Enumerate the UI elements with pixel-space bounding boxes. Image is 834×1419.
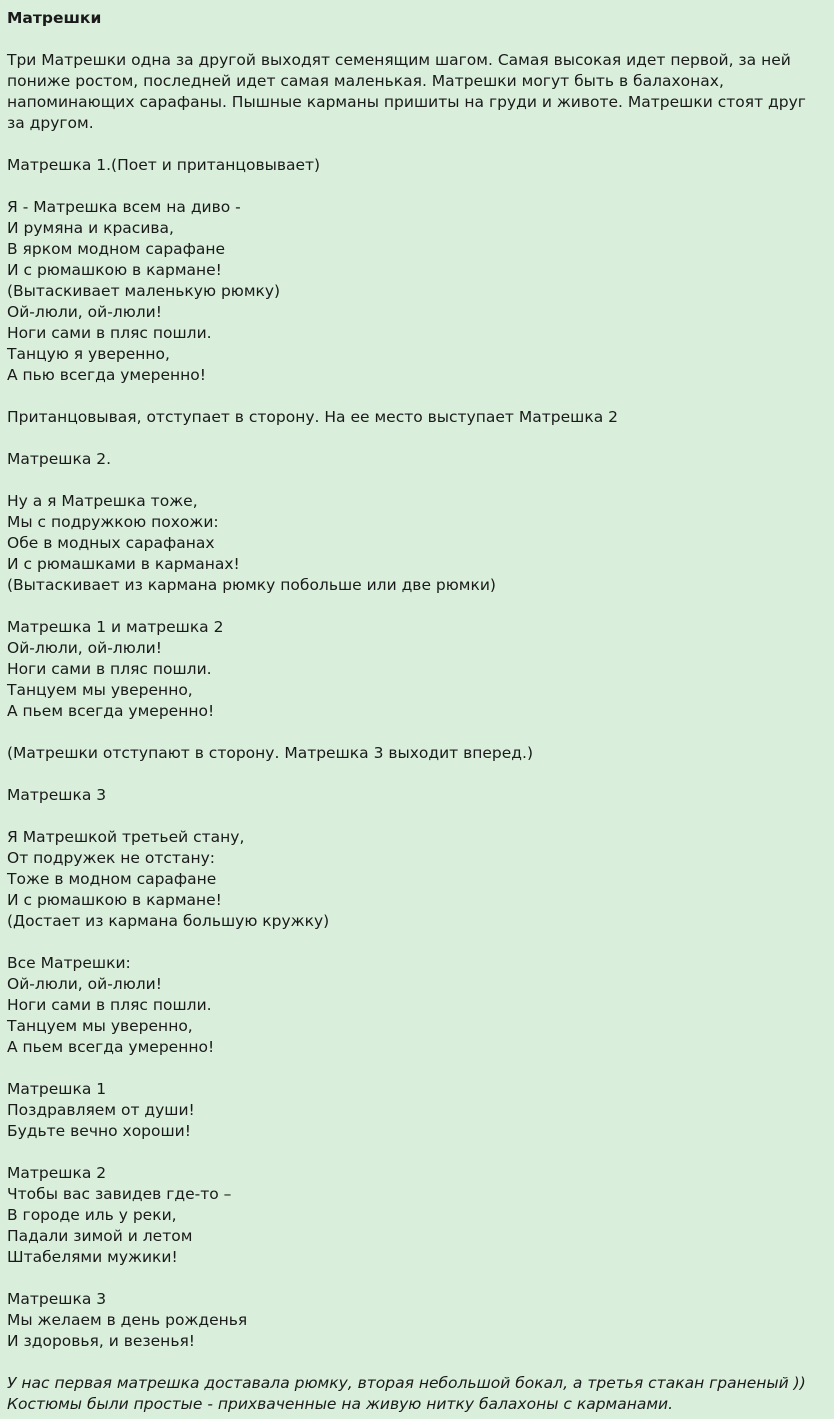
text-line: (Вытаскивает маленькую рюмку) <box>7 282 281 300</box>
text-line: Матрешка 3 <box>7 786 107 804</box>
text-line: Ой-люли, ой-люли! <box>7 639 162 657</box>
script-body <box>7 134 827 1352</box>
text-line: Будьте вечно хороши! <box>7 1122 191 1140</box>
text-line: Чтобы вас завидев где-то – <box>7 1185 232 1203</box>
text-line: Матрешка 1.(Поет и пританцовывает) <box>7 156 321 174</box>
text-line: От подружек не отстану: <box>7 849 215 867</box>
text-block <box>7 743 827 764</box>
spacer <box>7 134 827 155</box>
spacer <box>7 932 827 953</box>
text-line: Штабелями мужики! <box>7 1248 178 1266</box>
text-block <box>7 617 827 722</box>
note-line: У нас первая матрешка доставала рюмку, вторая небольшой бокал, а третья стакан граненый )) <box>7 1374 806 1392</box>
text-line: Ноги сами в пляс пошли. <box>7 324 212 342</box>
spacer <box>7 596 827 617</box>
author-note <box>7 1373 827 1415</box>
text-line: Мы с подружкою похожи: <box>7 513 219 531</box>
spacer <box>7 176 827 197</box>
text-block <box>7 155 827 176</box>
text-line: Ой-люли, ой-люли! <box>7 303 162 321</box>
spacer <box>7 806 827 827</box>
text-line: Матрешка 1 и матрешка 2 <box>7 618 224 636</box>
text-block <box>7 491 827 596</box>
text-line: Обе в модных сарафанах <box>7 534 215 552</box>
text-line: (Достает из кармана большую кружку) <box>7 912 330 930</box>
text-line: Поздравляем от души! <box>7 1101 195 1119</box>
text-line: В городе иль у реки, <box>7 1206 177 1224</box>
text-block <box>7 827 827 932</box>
text-line: И румяна и красива, <box>7 219 174 237</box>
text-line: А пьем всегда умеренно! <box>7 702 215 720</box>
text-line: Матрешка 2. <box>7 450 112 468</box>
text-line: Мы желаем в день рожденья <box>7 1311 248 1329</box>
text-line: Танцую я уверенно, <box>7 345 170 363</box>
intro-paragraph: Три Матрешки одна за другой выходят семенящим шагом. Самая высокая идет первой, за ней пониже ростом, последней идет самая маленькая. Матрешки могут быть в балахонах, напоминающих сарафаны. Пышные карманы пришиты на груди и животе. Матрешки стоят друг за другом. <box>7 51 806 132</box>
text-line: А пьем всегда умеренно! <box>7 1038 215 1056</box>
text-block <box>7 785 827 806</box>
spacer <box>7 722 827 743</box>
text-line: И с рюмашкою в кармане! <box>7 891 222 909</box>
text-line: Ну а я Матрешка тоже, <box>7 492 198 510</box>
text-line: И с рюмашками в карманах! <box>7 555 240 573</box>
spacer <box>7 386 827 407</box>
text-line: Я Матрешкой третьей стану, <box>7 828 245 846</box>
text-line: Падали зимой и летом <box>7 1227 193 1245</box>
text-line: (Матрешки отступают в сторону. Матрешка 3 выходит вперед.) <box>7 744 534 762</box>
text-block <box>7 407 827 428</box>
spacer <box>7 29 827 50</box>
text-line: Матрешка 3 <box>7 1290 107 1308</box>
text-block <box>7 1163 827 1268</box>
text-line: Ноги сами в пляс пошли. <box>7 660 212 678</box>
text-line: (Вытаскивает из кармана рюмку побольше или две рюмки) <box>7 576 496 594</box>
text-block <box>7 197 827 386</box>
text-line: Я - Матрешка всем на диво - <box>7 198 241 216</box>
text-line: Ой-люли, ой-люли! <box>7 975 162 993</box>
text-block <box>7 953 827 1058</box>
spacer <box>7 764 827 785</box>
text-line: Пританцовывая, отступает в сторону. На ее место выступает Матрешка 2 <box>7 408 618 426</box>
text-block <box>7 449 827 470</box>
text-block <box>7 1289 827 1352</box>
text-line: И здоровья, и везенья! <box>7 1332 195 1350</box>
spacer <box>7 1058 827 1079</box>
text-line: В ярком модном сарафане <box>7 240 226 258</box>
spacer <box>7 470 827 491</box>
spacer <box>7 1142 827 1163</box>
text-line: Танцуем мы уверенно, <box>7 681 193 699</box>
text-line: А пью всегда умеренно! <box>7 366 206 384</box>
text-line: Тоже в модном сарафане <box>7 870 217 888</box>
text-line: Ноги сами в пляс пошли. <box>7 996 212 1014</box>
document-title: Матрешки <box>7 9 102 27</box>
text-line: Танцуем мы уверенно, <box>7 1017 193 1035</box>
text-line: Матрешка 1 <box>7 1080 107 1098</box>
text-line: И с рюмашкою в кармане! <box>7 261 222 279</box>
note-line: Костюмы были простые - прихваченные на живую нитку балахоны с карманами. <box>7 1395 674 1413</box>
text-line: Все Матрешки: <box>7 954 131 972</box>
spacer <box>7 428 827 449</box>
spacer <box>7 1352 827 1373</box>
text-block <box>7 1079 827 1142</box>
spacer <box>7 1268 827 1289</box>
text-line: Матрешка 2 <box>7 1164 107 1182</box>
